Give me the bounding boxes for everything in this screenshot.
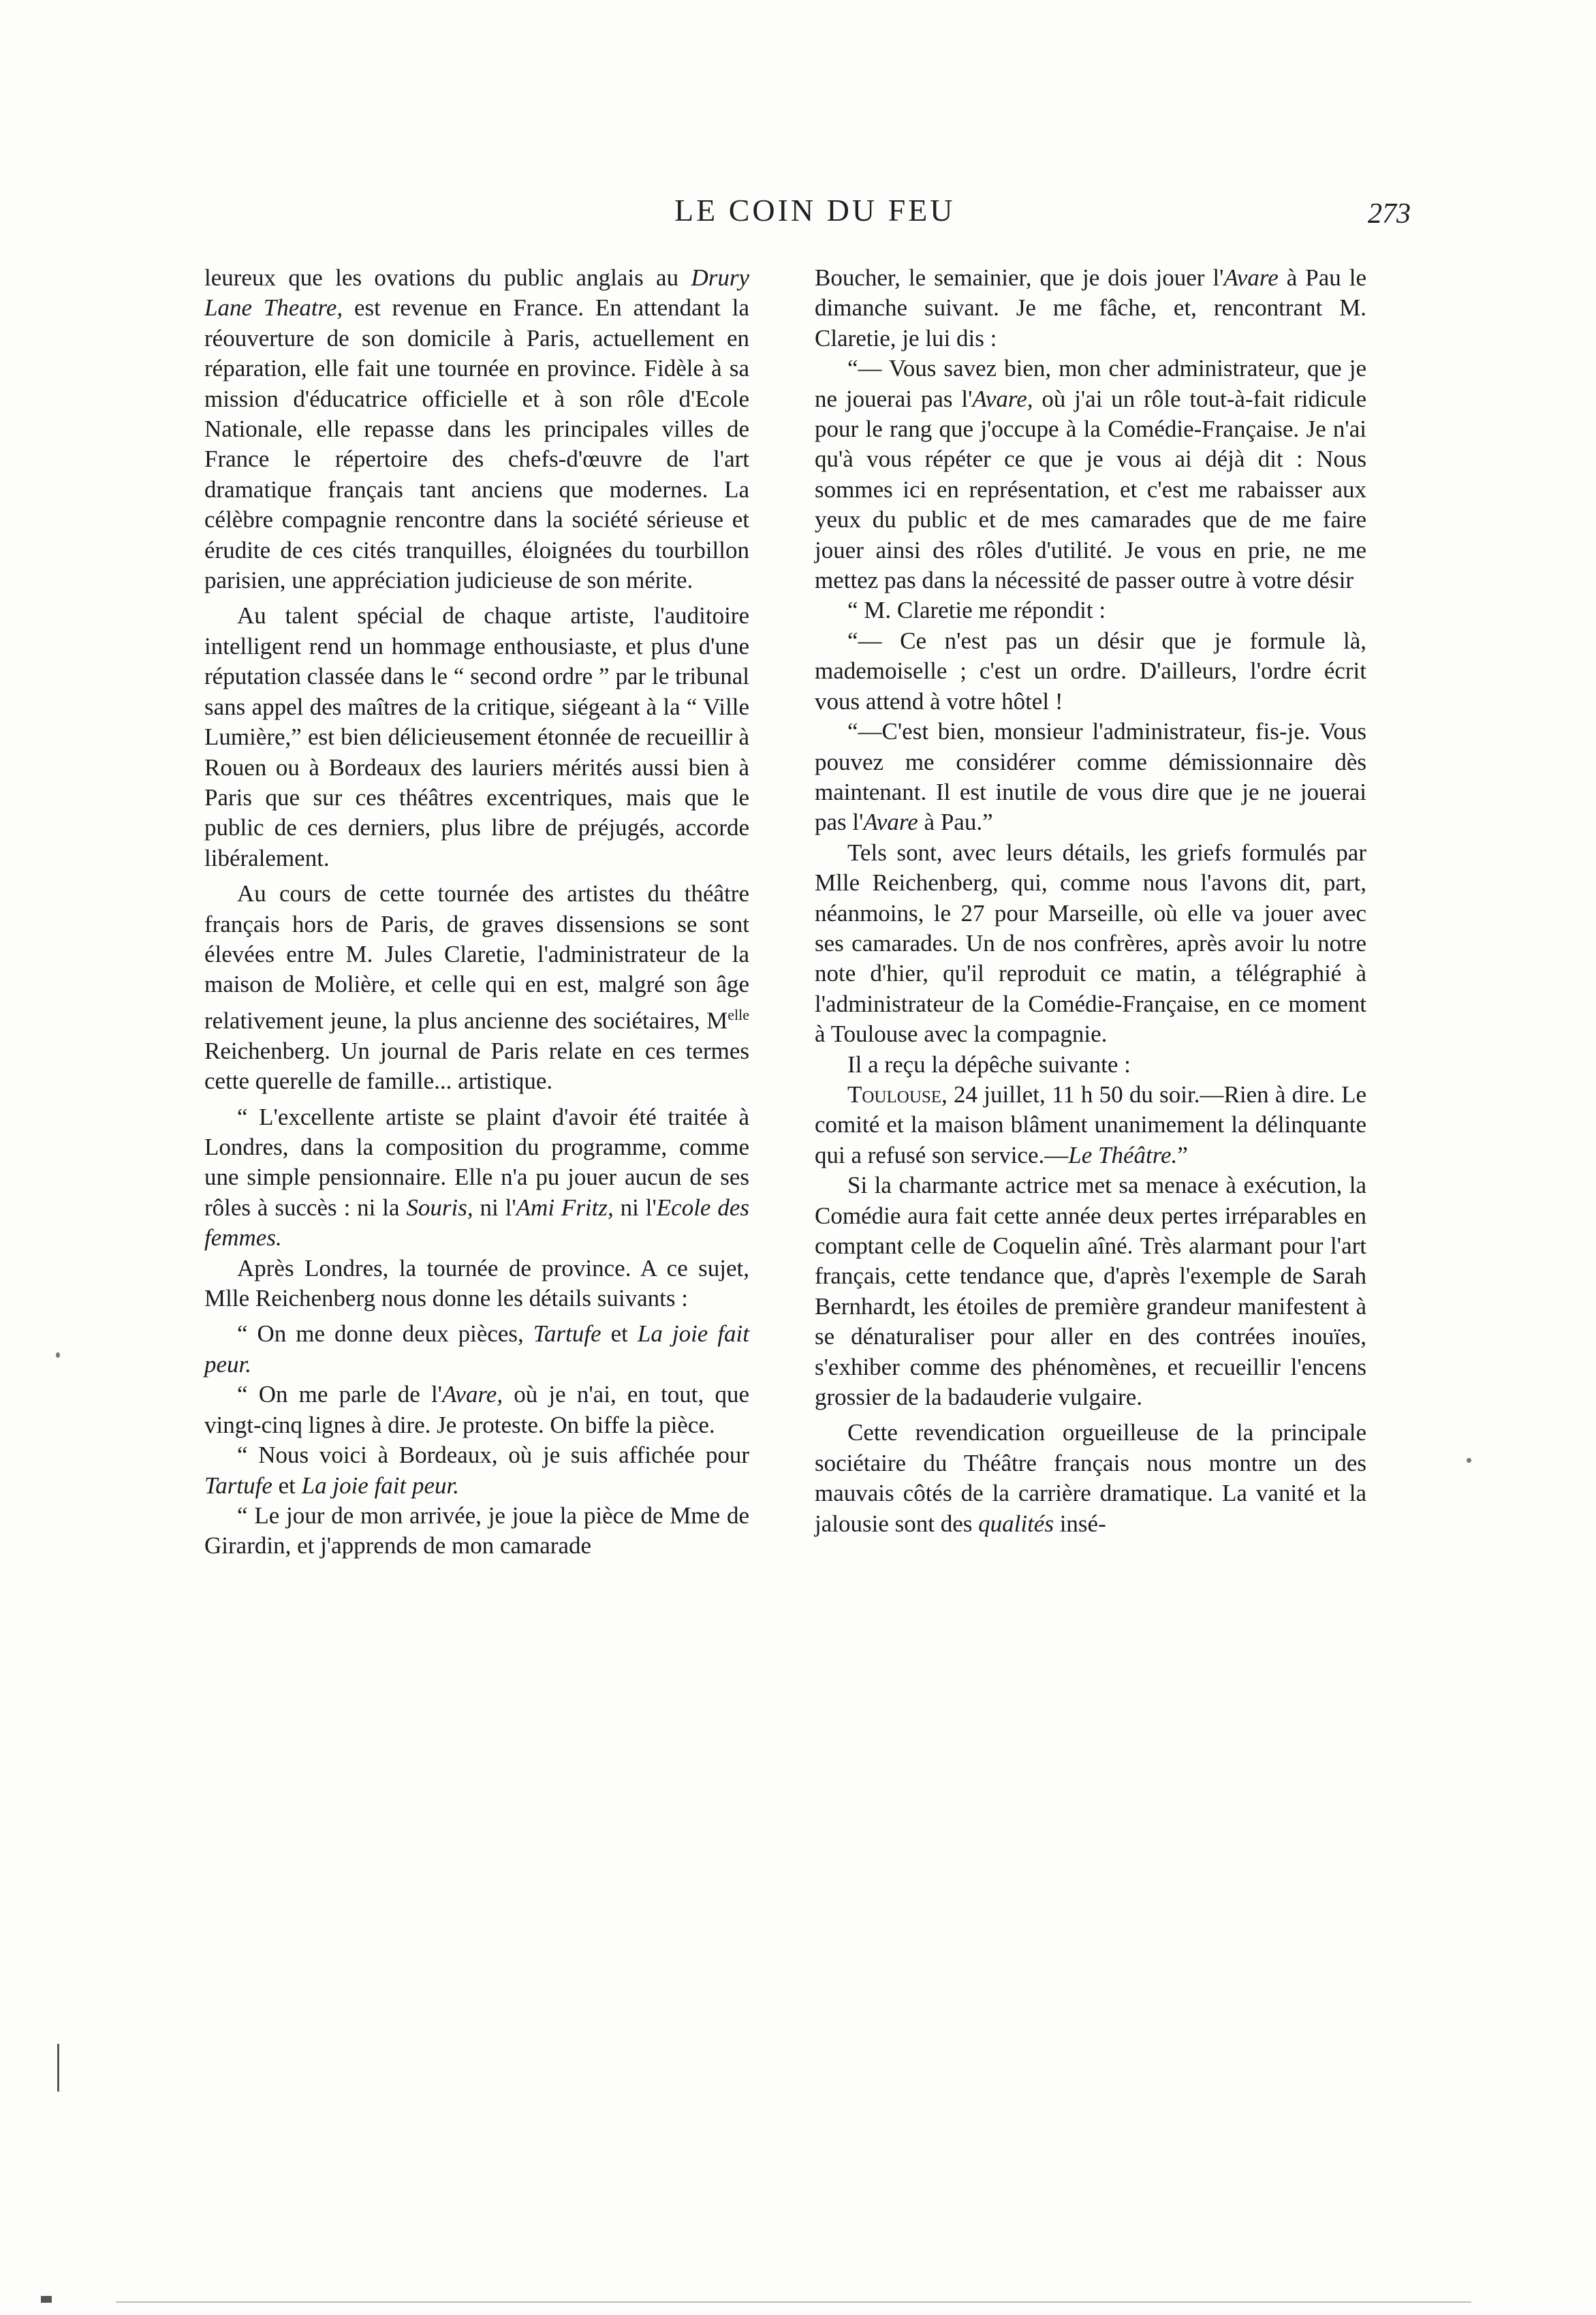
paragraph	[815, 354, 1366, 595]
paragraph	[204, 1380, 749, 1440]
running-title: LE COIN DU FEU	[674, 193, 956, 228]
text-run: “ Nous voici à Bordeaux, où je suis affichée pour	[237, 1442, 749, 1469]
paragraph: “ Le jour de mon arrivée, je joue la pièce de Mme de Girardin, et j'apprends de mon camarade	[204, 1502, 749, 1559]
text-run: “— Vous savez bien, mon cher administrateur, que je ne jouerai pas l'	[815, 355, 1366, 412]
text-run: où je n'ai, en tout, que vingt-cinq lignes à dire. Je proteste. On biffe la pièce.	[204, 1381, 749, 1438]
paragraph: Au talent spécial de chaque artiste, l'auditoire intelligent rend un hommage enthousiaste, et plus d'une réputation classée dans le “ second ordre ” par le tribunal sans appel des maîtres de la critique, siégeant à la “ Ville Lumière,” est bien délicieusement étonnée de recueillir à Rouen ou à Bordeaux des lauriers mérités aussi bien à Paris que sur ces théâtres excentriques, mais que le public de ces derniers, plus libre de préjugés, accorde libéralement.	[204, 602, 749, 871]
scan-edge-mark	[116, 2301, 1471, 2303]
text-run: “ L'excellente artiste se plaint d'avoir été traitée à Londres, dans la composition du programme, comme une simple pensionnaire. Elle n'a pu jouer aucun de ses rôles à succès : ni la	[204, 1103, 749, 1221]
paragraph	[815, 717, 1366, 838]
right-column	[815, 263, 1366, 1539]
text-run: est revenue en France. En attendant la réouverture de son domicile à Paris, actuellement en réparation, elle fait une tournée en province. Fidèle à sa mission d'éducatrice officielle et à son rôle d'Ecole Nationale, elle repasse dans les principales villes de France le répertoire des chefs-d'œuvre de l'art dramatique français tant anciens que modernes. La célèbre compagnie rencontre dans la société sérieuse et érudite de ces cités tranquilles, éloignées du tourbillon parisien, une appréciation judicieuse de son mérite.	[204, 294, 749, 594]
scan-speck	[1467, 1458, 1471, 1463]
paragraph: Si la charmante actrice met sa menace à exécution, la Comédie aura fait cette année deux pertes irréparables en comptant celle de Coquelin aîné. Très alarmant pour l'art français, cette tendance que, d'après l'exemple de Sarah Bernhardt, les étoiles de première grandeur manifestent à se dénaturaliser pour aller en des contrées inouïes, s'exhiber comme des phénomènes, et recueillir l'encens grossier de la badauderie vulgaire.	[815, 1172, 1366, 1411]
text-run: à Pau.”	[918, 809, 993, 836]
text-run: Boucher, le semainier, que je dois jouer l'	[815, 264, 1224, 291]
text-run: où j'ai un rôle tout-à-fait ridicule pour le rang que j'occupe à la Comédie-Française. Je n'ai qu'à vous répéter ce que je vous ai déjà dit : Nous sommes ici en représentation, et c'est me rabaisser aux yeux du public et de mes camarades que de me faire jouer ainsi des rôles d'utilité. Je vous en prie, ne me mettez pas dans la nécessité de passer outre à votre désir	[815, 385, 1366, 594]
paragraph	[204, 879, 749, 1097]
paragraph	[815, 1418, 1366, 1539]
left-column	[204, 263, 749, 1562]
page-number: 273	[1368, 198, 1411, 230]
italic-title: Tartufe	[533, 1320, 601, 1348]
text-run: ”	[1177, 1141, 1188, 1168]
paragraph: “ M. Claretie me répondit :	[847, 597, 1106, 624]
text-run: Au cours de cette tournée des artistes du théâtre français hors de Paris, de graves dissensions se sont élevées entre M. Jules Claretie, l'administrateur de la maison de Molière, et celle qui en est, malgré son âge relativement jeune, la plus ancienne des sociétaires, M	[204, 880, 749, 1034]
text-run: à Pau le dimanche suivant. Je me fâche, et, rencontrant M. Claretie, je lui dis :	[815, 264, 1366, 352]
paragraph	[204, 1440, 749, 1501]
italic-title: Tartufe	[204, 1472, 272, 1499]
text-run: leureux que les ovations du public anglais au	[204, 264, 691, 291]
text-run: “—C'est bien, monsieur l'administrateur, fis-je. Vous pouvez me considérer comme démissionnaire dès maintenant. Il est inutile de vous dire que je ne jouerai pas l'	[815, 718, 1366, 836]
italic-title: Le Théâtre.	[1068, 1141, 1178, 1168]
text-run: ni l'	[613, 1194, 657, 1221]
italic-title: Avare	[1223, 264, 1279, 291]
italic-title: Ecole des femmes.	[204, 1194, 750, 1252]
italic-title: La joie fait peur.	[204, 1320, 749, 1378]
paragraph: Il a reçu la dépêche suivante :	[847, 1051, 1131, 1078]
superscript: elle	[727, 1006, 749, 1023]
paragraph: Tels sont, avec leurs détails, les griefs formulés par Mlle Reichenberg, qui, comme nous l'avons dit, part, néanmoins, le 27 pour Marseille, où elle va jouer avec ses camarades. Un de nos confrères, après avoir lu notre note d'hier, qu'il reproduit ce matin, a télégraphié à l'administrateur de la Comédie-Française, en ce moment à Toulouse avec la compagnie.	[815, 839, 1366, 1048]
text-run: Reichenberg. Un journal de Paris relate en ces termes cette querelle de famille... artistique.	[204, 1037, 749, 1095]
paragraph	[204, 1102, 749, 1254]
italic-title: Avare,	[972, 385, 1033, 412]
paragraph	[204, 1319, 749, 1380]
text-run: ni l'	[473, 1194, 516, 1221]
paragraph	[815, 1080, 1366, 1170]
scan-edge-mark	[41, 2296, 52, 2303]
text-run: et	[272, 1472, 302, 1499]
italic-title: La joie fait peur.	[301, 1472, 460, 1499]
dateline-place: Toulouse,	[847, 1081, 948, 1108]
italic-title: Ami Fritz,	[516, 1194, 614, 1221]
scan-speck	[56, 1352, 60, 1358]
italic-title: qualités	[978, 1510, 1054, 1537]
italic-title: Souris,	[406, 1194, 473, 1221]
text-run: et	[601, 1320, 638, 1348]
text-run: 24 juillet, 11 h 50 du soir.—Rien à dire. Le comité et la maison blâment unanimement la délinquante qui a refusé son service.—	[815, 1081, 1366, 1168]
text-run: Cette revendication orgueilleuse de la principale sociétaire du Théâtre français nous montre un des mauvais côtés de la carrière dramatique. La vanité et la jalousie sont des	[815, 1419, 1366, 1537]
running-head	[0, 192, 1596, 233]
paragraph	[204, 263, 749, 595]
italic-title: Avare,	[441, 1381, 503, 1408]
text-run: “ On me donne deux pièces,	[237, 1320, 533, 1348]
paragraph: Après Londres, la tournée de province. A ce sujet, Mlle Reichenberg nous donne les détails suivants :	[204, 1254, 749, 1312]
text-run: insé-	[1053, 1510, 1106, 1537]
scan-edge-mark	[57, 2044, 59, 2092]
italic-title: Drury Lane Theatre,	[204, 264, 749, 322]
text-run: “ On me parle de l'	[237, 1381, 442, 1408]
paragraph: “— Ce n'est pas un désir que je formule là, mademoiselle ; c'est un ordre. D'ailleurs, l'ordre écrit vous attend à votre hôtel !	[815, 627, 1366, 715]
paragraph	[815, 263, 1366, 354]
italic-title: Avare	[863, 809, 918, 836]
